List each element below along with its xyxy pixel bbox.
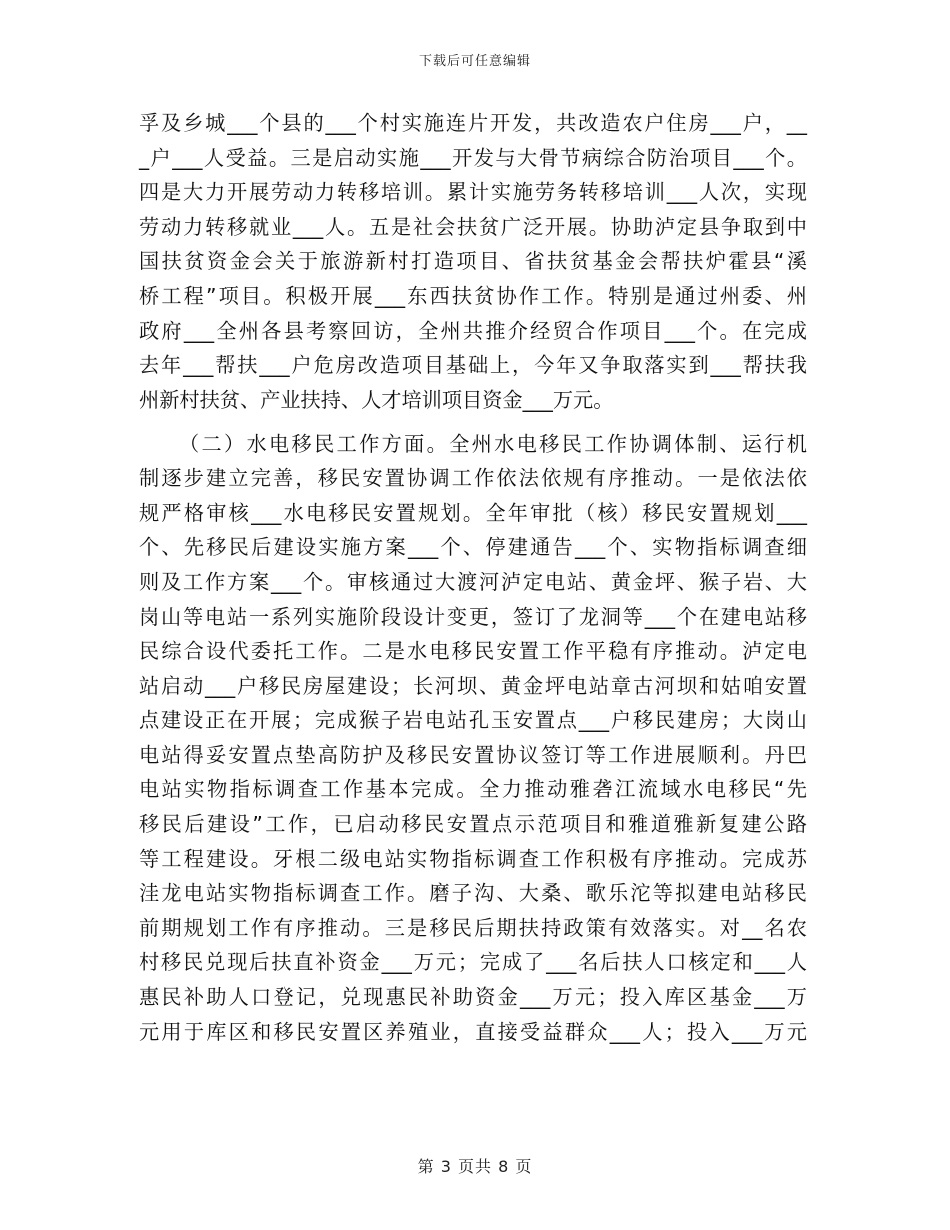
text-line: 前期规划工作有序推动。三是移民后期扶持政策有效落实。对__名农 xyxy=(139,915,807,940)
text-line: 电站得妥安置点垫高防护及移民安置协议签订等工作进展顺利。丹巴 xyxy=(139,742,807,767)
text-line: 国扶贫资金会关于旅游新村打造项目、省扶贫基金会帮扶炉霍县“溪 xyxy=(139,249,807,274)
text-line: _户___人受益。三是启动实施___开发与大骨节病综合防治项目___个。 xyxy=(139,145,807,170)
text-line: 个、先移民后建设实施方案___个、停建通告___个、实物指标调查细 xyxy=(139,535,807,560)
text-line: 劳动力转移就业___人。五是社会扶贫广泛开展。协助泸定县争取到中 xyxy=(139,214,807,239)
text-line: 孚及乡城___个县的___个村实施连片开发，共改造农户住房___户，__ xyxy=(139,111,807,135)
text-line: 点建设正在开展；完成猴子岩电站孔玉安置点___户移民建房；大岗山 xyxy=(139,708,807,733)
document-body xyxy=(139,106,807,1049)
page-header: 下载后可任意编辑 xyxy=(418,54,531,69)
text-line: 元用于库区和移民安置区养殖业，直接受益群众___人；投入___万元 xyxy=(139,1019,807,1044)
text-line: 惠民补助人口登记，兑现惠民补助资金___万元；投入库区基金___万 xyxy=(139,985,807,1010)
text-line: （二）水电移民工作方面。全州水电移民工作协调体制、运行机 xyxy=(179,431,807,456)
text-line: 桥工程”项目。积极开展___东西扶贫协作工作。特别是通过州委、州 xyxy=(139,283,807,308)
text-line: 政府___全州各县考察回访，全州共推介经贸合作项目___个。在完成 xyxy=(139,318,807,343)
text-line: 则及工作方案___个。审核通过大渡河泸定电站、黄金坪、猴子岩、大 xyxy=(139,569,807,594)
paragraph-2 xyxy=(139,427,807,1050)
text-line: 移民后建设”工作，已启动移民安置点示范项目和雅道雅新复建公路 xyxy=(139,812,807,837)
text-line: 民综合设代委托工作。二是水电移民安置工作平稳有序推动。泸定电 xyxy=(139,639,807,664)
text-line: 岗山等电站一系列实施阶段设计变更，签订了龙洞等___个在建电站移 xyxy=(139,604,807,629)
paragraph-gap xyxy=(139,417,807,426)
page-footer: 第 3 页共 8 页 xyxy=(417,1157,533,1176)
text-line: 去年___帮扶___户危房改造项目基础上，今年又争取落实到___帮扶我 xyxy=(139,353,807,378)
text-line: 规严格审核___水电移民安置规划。全年审批（核）移民安置规划___ xyxy=(139,500,807,525)
text-line: 制逐步建立完善，移民安置协调工作依法依规有序推动。一是依法依 xyxy=(139,466,807,491)
paragraph-1 xyxy=(139,106,807,417)
text-line: 村移民兑现后扶直补资金___万元；完成了___名后扶人口核定和___人 xyxy=(139,950,807,975)
text-line: 等工程建设。牙根二级电站实物指标调查工作积极有序推动。完成苏 xyxy=(139,846,807,871)
text-line: 洼龙电站实物指标调查工作。磨子沟、大桑、歌乐沱等拟建电站移民 xyxy=(139,881,807,906)
text-line: 四是大力开展劳动力转移培训。累计实施劳务转移培训___人次，实现 xyxy=(139,180,807,205)
text-line: 电站实物指标调查工作基本完成。全力推动雅砻江流域水电移民“先 xyxy=(139,777,807,802)
text-line: 站启动___户移民房屋建设；长河坝、黄金坪电站章古河坝和姑咱安置 xyxy=(139,673,807,698)
text-line: 州新村扶贫、产业扶持、人才培训项目资金___万元。 xyxy=(139,387,614,412)
